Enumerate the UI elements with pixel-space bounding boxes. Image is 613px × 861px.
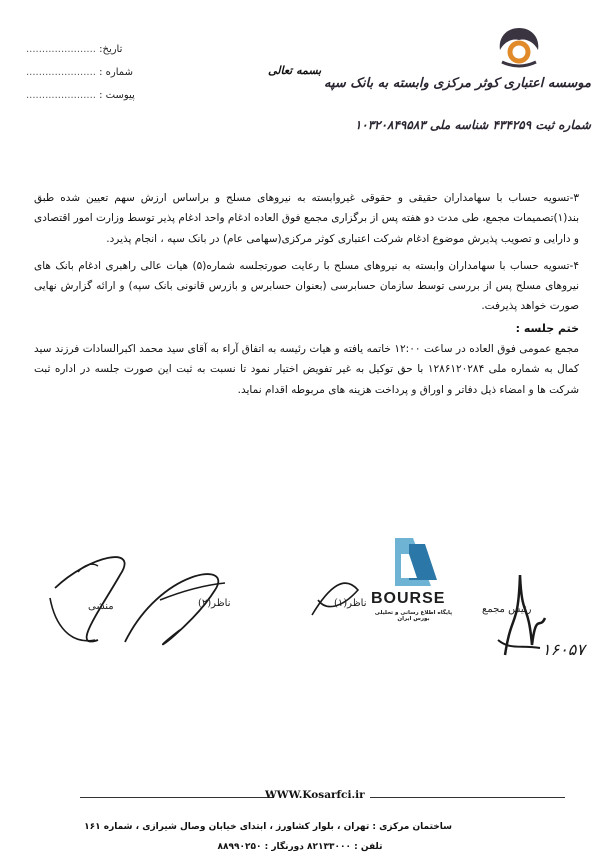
footer-line-right (370, 797, 565, 798)
secretary-label: منشی (88, 601, 114, 612)
closing-paragraph: مجمع عمومی فوق العاده در ساعت ۱۲:۰۰ خاتمه یافته و هیات رئیسه به اتفاق آراء به آقای سید محمد اکبرالسادات فرزند سید کمال به شماره ملی ۱۲۸۶۱۲۰۲۸۴ با حق توکیل به غیر تفویض اختیار نمود تا نسبت به ثبت این صورت جلسه در اداره ثبت شرکت ها و امضاء ذیل دفاتر و اوراق و پرداخت هزینه های مربوطه اقدام نماید. (34, 343, 579, 396)
observer2-signature-icon (125, 574, 218, 644)
footer-phone: تلفن : ۸۲۱۳۳۰۰۰ دورنگار : ۸۸۹۹۰۲۵۰ (217, 842, 383, 852)
observer1-label: ناظر(۱) (334, 598, 367, 609)
item-3-paragraph: ۳-تسویه حساب با سهامداران حقیقی و حقوقی غیروابسته به نیروهای مسلح و براساس ارزش سهم تعیین شده طبق بند(۱)تصمیمات مجمع، طی مدت دو هفته پس از برگزاری مجمع فوق العاده ادغام واحد ادغام پذیر توسط وزارت امور اقتصادی و دارایی و تصویب پذیرش موضوع ادغام شرکت اعتباری کوثر مرکزی(سهامی عام) در بانک سپه ، انجام پذیرد. (34, 192, 579, 245)
date-dots: ...................... (26, 44, 96, 55)
number-label: شماره : (99, 67, 133, 78)
attachment-dots: ...................... (26, 90, 96, 101)
chair-note: ۱۶۰۵۷ (542, 640, 585, 659)
basmala: بسمه تعالی (268, 64, 322, 77)
secretary-signature-icon (55, 557, 125, 641)
chair-label: رئیس مجمع (482, 604, 532, 615)
observer2-label: ناظر(۲) (198, 598, 231, 609)
date-label: تاریخ: (99, 44, 123, 55)
footer-website: WWW.Kosarfci.ir (265, 789, 365, 801)
registration-number: شماره ثبت ۴۳۴۲۵۹ شناسه ملی ۱۰۳۲۰۸۴۹۵۸۳ (354, 118, 591, 132)
attachment-label: پیوست : (99, 90, 135, 101)
footer-line-left (80, 797, 273, 798)
chair-signature-icon (505, 575, 545, 655)
observer1-signature-icon (312, 583, 358, 615)
closing-title: ختم جلسه : (515, 321, 579, 335)
number-dots: ...................... (26, 67, 96, 78)
bourse-subtitle: پایگاه اطلاع رسانی و تحلیلی بورس ایران (374, 610, 453, 622)
footer-address: ساختمان مرکزی : تهران ، بلوار کشاورز ، ابتدای خیابان وصال شیرازی ، شماره ۱۶۱ (84, 822, 452, 832)
institution-name: موسسه اعتباری کوثر مرکزی وابسته به بانک سپه (323, 76, 591, 91)
item-4-paragraph: ۴-تسویه حساب با سهامداران وابسته به نیروهای مسلح با رعایت صورتجلسه شماره(۵) هیات عالی راهبری ادغام بانک های نیروهای مسلح پس از بررسی توسط سازمان حسابرسی (بعنوان حسابرس و بازرس قانونی بانک سپه) و ارائه گزارش نهایی صورت خواهد پذیرفت. (34, 259, 579, 313)
bourse-brand-text: BOURSE (371, 590, 446, 607)
